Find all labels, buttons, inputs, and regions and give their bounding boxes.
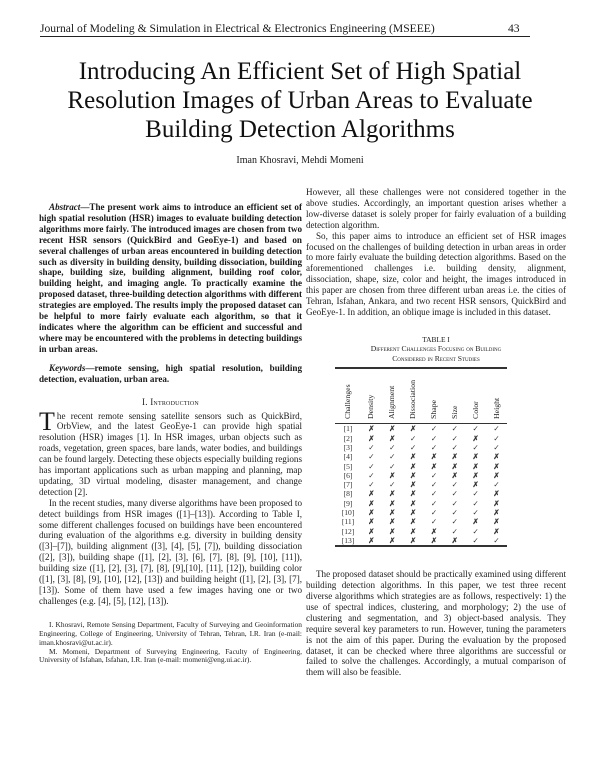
cross-icon: ✗ <box>409 480 417 490</box>
cross-icon: ✗ <box>409 470 417 480</box>
table-row <box>335 499 507 508</box>
check-icon: ✓ <box>430 480 438 490</box>
cross-icon: ✗ <box>493 526 500 536</box>
check-icon: ✓ <box>472 442 479 452</box>
cross-icon: ✗ <box>368 526 375 536</box>
page-number-text: 43 <box>508 22 520 35</box>
cross-icon: ✗ <box>409 498 417 508</box>
cross-icon: ✗ <box>451 461 459 471</box>
cross-icon: ✗ <box>389 517 396 527</box>
reference-cell: [1] <box>343 424 353 434</box>
check-icon: ✓ <box>430 517 438 527</box>
check-icon: ✓ <box>389 452 396 462</box>
cross-icon: ✗ <box>389 424 396 434</box>
cross-icon: ✗ <box>389 508 396 518</box>
check-icon: ✓ <box>493 535 500 545</box>
reference-cell: [12] <box>341 526 355 536</box>
right-column <box>306 187 566 678</box>
cross-icon: ✗ <box>451 452 459 462</box>
reference-cell: [6] <box>343 470 353 480</box>
check-icon: ✓ <box>451 433 459 443</box>
reference-cell: [4] <box>343 452 353 462</box>
column-label: Size <box>449 405 459 420</box>
cross-icon: ✗ <box>389 535 396 545</box>
table-row <box>335 424 507 434</box>
cross-icon: ✗ <box>472 461 479 471</box>
cross-icon: ✗ <box>493 452 500 462</box>
cross-icon: ✗ <box>368 508 375 518</box>
cross-icon: ✗ <box>409 526 417 536</box>
check-icon: ✓ <box>430 498 438 508</box>
check-icon: ✓ <box>368 452 375 462</box>
table-caption-line-2: Considered in Recent Studies <box>392 353 480 363</box>
reference-cell: [11] <box>341 517 355 527</box>
check-icon: ✓ <box>409 433 417 443</box>
intro-paragraph-1-text: he recent remote sensing satellite sensors such as QuickBird, OrbView, and the latest GeoEye-1 can provide high spatial resolution (HSR) images [1]. In HSR images, urban objects such as roads, vegetation, green spaces, bare lands, water bodies, and buildings can be found largely. Detecting these objects especially building regions has important applications such as urban mapping and planning, map updating, 3D virtual modeling, disaster management, and change detection [2]. <box>39 410 302 497</box>
cross-icon: ✗ <box>451 535 459 545</box>
column-label: Color <box>470 401 480 420</box>
check-icon: ✓ <box>368 442 375 452</box>
cross-icon: ✗ <box>430 452 438 462</box>
cross-icon: ✗ <box>368 498 375 508</box>
journal-name: Journal of Modeling & Simulation in Electrical & Electronics Engineering (MSEEE) <box>40 22 435 35</box>
table-row <box>335 527 507 536</box>
reference-cell: [3] <box>343 442 353 452</box>
cross-icon: ✗ <box>409 508 417 518</box>
check-icon: ✓ <box>368 461 375 471</box>
reference-cell: [8] <box>343 489 353 499</box>
table-caption-line-1: Different Challenges Focusing on Building <box>370 344 502 354</box>
check-icon: ✓ <box>472 526 479 536</box>
column-label: Density <box>366 395 376 420</box>
check-icon: ✓ <box>430 508 438 518</box>
check-icon: ✓ <box>368 470 375 480</box>
paper-title <box>40 57 560 144</box>
author-list: Iman Khosravi, Mehdi Momeni <box>236 155 364 166</box>
check-icon: ✓ <box>472 489 479 499</box>
check-icon: ✓ <box>389 442 396 452</box>
author-footnotes <box>39 621 302 666</box>
table-row <box>335 517 507 526</box>
column-label: Height <box>491 398 501 420</box>
check-icon: ✓ <box>389 480 396 490</box>
column-header-shape <box>424 368 445 424</box>
column-header-challenges <box>335 368 361 424</box>
section-heading-introduction: I. Introduction <box>142 396 199 407</box>
abstract-text: The present work aims to introduce an efficient set of high spatial resolution (HSR) images to evaluate building detection algorithms more fairly. The introduced images are chosen from two recent HSR sensors (QuickBird and GeoEye-1) and based on several challenges of urban areas encountered in building detection such as diversity in building density, building dissociation, building shape, building size, building alignment, building roof color, building height, and imaging angle. To practically examine the proposed dataset, three-building detection algorithms with different strategies are employed. The results imply the proposed dataset can be helpful to more fairly evaluate each algorithm, so that it indicates where the algorithm can be efficient and successful and where may be encountered with the problems in detecting buildings in urban areas. <box>39 202 302 354</box>
cross-icon: ✗ <box>409 424 417 434</box>
check-icon: ✓ <box>430 424 438 434</box>
check-icon: ✓ <box>368 480 375 490</box>
title-line-3: Building Detection Algorithms <box>145 116 455 143</box>
cross-icon: ✗ <box>409 489 417 499</box>
check-icon: ✓ <box>493 442 500 452</box>
reference-cell: [10] <box>341 508 355 518</box>
column-header-color <box>465 368 486 424</box>
table-body <box>335 424 507 546</box>
column-label: Shape <box>429 400 439 420</box>
check-icon: ✓ <box>451 442 459 452</box>
check-icon: ✓ <box>409 442 417 452</box>
cross-icon: ✗ <box>472 517 479 527</box>
check-icon: ✓ <box>430 470 438 480</box>
abstract-label: Abstract <box>49 202 81 212</box>
column-label: Dissociation <box>408 380 418 420</box>
cross-icon: ✗ <box>389 489 396 499</box>
cross-icon: ✗ <box>409 535 417 545</box>
reference-cell: [7] <box>343 480 353 490</box>
column-label: Alignment <box>387 386 397 420</box>
cross-icon: ✗ <box>409 452 417 462</box>
cross-icon: ✗ <box>389 470 396 480</box>
cross-icon: ✗ <box>451 470 459 480</box>
column-header-height <box>486 368 507 424</box>
keywords-label: Keywords <box>49 362 86 373</box>
column-header-density <box>361 368 382 424</box>
table-row <box>335 480 507 489</box>
reference-cell: [9] <box>343 498 353 508</box>
drop-cap: T <box>39 406 55 436</box>
check-icon: ✓ <box>430 442 438 452</box>
reference-cell: [5] <box>343 461 353 471</box>
table-row <box>335 443 507 452</box>
cross-icon: ✗ <box>368 517 375 527</box>
column-label: Challenges <box>343 384 353 420</box>
column-header-dissociation <box>403 368 424 424</box>
check-icon: ✓ <box>430 433 438 443</box>
cross-icon: ✗ <box>493 461 500 471</box>
cross-icon: ✗ <box>368 433 375 443</box>
table-row <box>335 489 507 498</box>
table-caption <box>306 335 566 364</box>
keywords-dash: — <box>85 362 95 373</box>
cross-icon: ✗ <box>472 452 479 462</box>
keywords-text: remote sensing, high spatial resolution, building detection, evaluation, urban area. <box>39 362 302 384</box>
footnote-khosravi: I. Khosravi, Remote Sensing Department, Faculty of Surveying and Geoinformation Engineering, College of Engineering, University of Tehran, Tehran, I.R. Iran (e-mail: iman.khosravi@ut.ac.ir). <box>39 619 302 647</box>
cross-icon: ✗ <box>493 470 500 480</box>
table-row <box>335 471 507 480</box>
page-number <box>464 22 530 37</box>
intro-paragraph-2: In the recent studies, many diverse algorithms have been proposed to detect buildings from HSR images ([1]–[13]). According to Table I, some different challenges focused on buildings have been encountered during evaluation of the algorithms e.g. diversity in building density ([3]–[7]), building alignment ([3], [4], [5], [7]), building dissociation ([2], [3]), building shape ([1], [2], [3], [6], [7], [8], [9], [10], [11]), building size ([1], [2], [3], [7], [8], [9],[10], [11], [12]), building color ([1], [3], [8], [9], [10], [12], [13]) and building height ([1], [2], [3], [7], [13]). Some of them have used a few images having one or two challenges (e.g. [4], [5], [12], [13]). <box>39 497 302 606</box>
column-header-size <box>444 368 465 424</box>
cross-icon: ✗ <box>409 461 417 471</box>
check-icon: ✓ <box>451 498 459 508</box>
cross-icon: ✗ <box>430 535 438 545</box>
cross-icon: ✗ <box>493 498 500 508</box>
check-icon: ✓ <box>472 424 479 434</box>
cross-icon: ✗ <box>368 489 375 499</box>
table-header-row <box>335 368 507 424</box>
cross-icon: ✗ <box>409 517 417 527</box>
check-icon: ✓ <box>451 517 459 527</box>
cross-icon: ✗ <box>493 517 500 527</box>
title-line-1: Introducing An Efficient Set of High Spatial <box>78 58 522 85</box>
title-line-2: Resolution Images of Urban Areas to Evaluate <box>67 87 533 114</box>
check-icon: ✓ <box>451 508 459 518</box>
check-icon: ✓ <box>472 535 479 545</box>
cross-icon: ✗ <box>472 480 479 490</box>
check-icon: ✓ <box>389 461 396 471</box>
cross-icon: ✗ <box>472 433 479 443</box>
footnote-momeni: M. Momeni, Department of Surveying Engineering, Faculty of Engineering, University of Isfahan, Isfahan, I.R. Iran (e-mail: momeni@eng.ui.ac.ir). <box>39 646 302 665</box>
reference-cell: [13] <box>341 535 355 545</box>
cross-icon: ✗ <box>493 508 500 518</box>
column-header-alignment <box>382 368 403 424</box>
challenges-table-wrapper <box>335 367 507 547</box>
table-label: TABLE I <box>422 334 450 344</box>
cross-icon: ✗ <box>389 526 396 536</box>
keywords <box>39 363 302 385</box>
check-icon: ✓ <box>472 498 479 508</box>
check-icon: ✓ <box>493 433 500 443</box>
cross-icon: ✗ <box>493 489 500 499</box>
cross-icon: ✗ <box>430 526 438 536</box>
intro-paragraph-4: So, this paper aims to introduce an efficient set of HSR images focused on the challenges of building detection in urban areas in order to more fairly evaluate the building detection algorithms. Based on the aforementioned challenges i.e. building density, alignment, dissociation, shape, size, color and height, the images introduced in this paper are chosen from three different urban areas i.e. the cities of Tehran, Isfahan, Ankara, and two recent HSR sensors, QuickBird and GeoEye-1. In addition, an oblique image is included in this dataset. <box>306 230 566 317</box>
cross-icon: ✗ <box>368 424 375 434</box>
intro-paragraph-5: The proposed dataset should be practically examined using different building detection algorithms. In this paper, we test three recent diverse algorithms which strategies are as follows, respectively: 1) the use of spectral indices, clustering, and morphology; 2) the use of clustering and segmentation, and 3) object-based analysis. They require several key parameters to run. However, tuning the parameters is not the aim of this paper. During the evaluation by the proposed dataset, it can be checked where three algorithms are successful or failed to solve the challenges. Accordingly, a mutual comparison of them will also be feasible. <box>306 569 566 678</box>
abstract-dash: — <box>80 202 90 212</box>
check-icon: ✓ <box>451 480 459 490</box>
check-icon: ✓ <box>451 424 459 434</box>
check-icon: ✓ <box>451 526 459 536</box>
cross-icon: ✗ <box>368 535 375 545</box>
table-row <box>335 508 507 517</box>
left-column <box>39 200 302 665</box>
table-row <box>335 452 507 461</box>
check-icon: ✓ <box>472 508 479 518</box>
intro-paragraph-3: However, all these challenges were not considered together in the above studies. Accordingly, an important question arises whether a low-diverse dataset is solely proper for fairly evaluation of a building detection algorithm. <box>306 187 566 230</box>
abstract <box>39 202 302 355</box>
check-icon: ✓ <box>430 489 438 499</box>
check-icon: ✓ <box>493 424 500 434</box>
check-icon: ✓ <box>451 489 459 499</box>
challenges-table <box>335 367 507 547</box>
intro-paragraph-1 <box>39 406 302 498</box>
table-row <box>335 434 507 443</box>
reference-cell: [2] <box>343 433 353 443</box>
cross-icon: ✗ <box>430 461 438 471</box>
cross-icon: ✗ <box>389 433 396 443</box>
check-icon: ✓ <box>493 480 500 490</box>
table-row <box>335 462 507 471</box>
running-header <box>40 22 466 37</box>
table-row <box>335 536 507 546</box>
cross-icon: ✗ <box>472 470 479 480</box>
cross-icon: ✗ <box>389 498 396 508</box>
